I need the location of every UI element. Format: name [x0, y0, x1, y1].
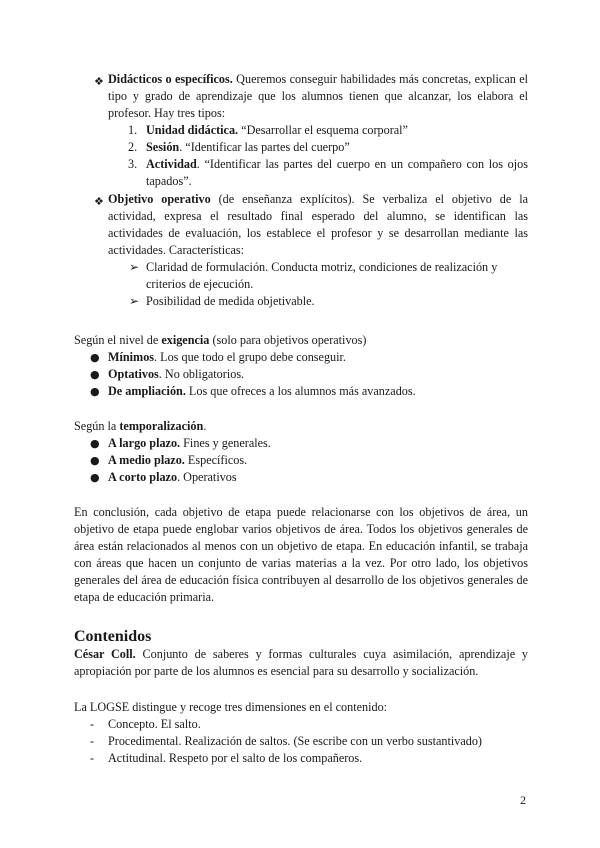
list-item: [74, 156, 528, 190]
page-number: 2: [520, 793, 526, 807]
intro-bold: temporalización: [119, 419, 204, 433]
dot-bullet-icon: ●: [90, 351, 100, 364]
diamond-bullet-icon: ❖: [94, 195, 104, 208]
logse-section: [74, 699, 528, 767]
conclusion-paragraph: En conclusión, cada objetivo de etapa puede relacionarse con los objetivos de área, un objetivo de etapa puede englobar varios objetivos de área. Todos los objetivos generales de área están relacionados al menos con un objetivo de etapa. En educación infantil, se trabaja con áreas que hacen un conjunto de varias materias a la vez. Por otro lado, los objetivos generales del área de educación física contribuyen al desarrollo de los objetivos generales de etapa de educación primaria.: [74, 505, 528, 604]
dash-bullet: -: [90, 717, 95, 731]
item-text: Claridad de formulación. Conducta motriz, condiciones de realización y criterios de ejecución.: [146, 260, 498, 291]
intro-text: .: [203, 419, 207, 433]
temporalizacion-section: [74, 418, 528, 486]
item-label: A medio plazo.: [108, 453, 185, 467]
item-text: Actitudinal. Respeto por el salto de los compañeros.: [108, 751, 363, 765]
list-item: [74, 293, 528, 310]
item-label: Unidad didáctica.: [146, 123, 239, 137]
arrow-bullet-icon: ➢: [129, 294, 140, 308]
item-label: De ampliación.: [108, 384, 186, 398]
item-text: Fines y generales.: [180, 436, 271, 450]
item-label: Sesión: [146, 140, 180, 154]
didacticos-text: Queremos conseguir habilidades más concretas, explican el tipo y grado de aprendizaje que los alumnos tienen que alcanzar, los elabora el profesor. Hay tres tipos:: [108, 72, 528, 120]
item-label: Mínimos: [108, 350, 155, 364]
item-label: Optativos: [108, 367, 159, 381]
list-item: [74, 452, 528, 469]
didacticos-paragraph: [74, 71, 528, 122]
item-text: . Los que todo el grupo debe conseguir.: [154, 350, 346, 364]
item-number: 1.: [128, 123, 138, 137]
list-item: [74, 750, 528, 767]
intro-text: Según el nivel de: [74, 333, 162, 347]
list-item: [74, 716, 528, 733]
diamond-bullet-icon: ❖: [94, 75, 104, 88]
dot-bullet-icon: ●: [90, 471, 100, 484]
item-text: Concepto. El salto.: [108, 717, 201, 731]
contenidos-definition: [74, 646, 528, 680]
didacticos-section: [74, 71, 528, 190]
list-item: [74, 383, 528, 400]
item-text: “Desarrollar el esquema corporal”: [238, 123, 408, 137]
item-text: . “Identificar las partes del cuerpo en un compañero con los ojos tapados”.: [146, 157, 528, 188]
didacticos-title: Didácticos o específicos.: [108, 72, 233, 86]
item-text: . No obligatorios.: [158, 367, 245, 381]
item-text: Los que ofreces a los alumnos más avanzados.: [185, 384, 416, 398]
operativo-paragraph: [74, 191, 528, 259]
dot-bullet-icon: ●: [90, 437, 100, 450]
definition-text: Conjunto de saberes y formas culturales cuya asimilación, aprendizaje y apropiación por parte de los alumnos es esencial para su desarrollo y socialización.: [74, 647, 529, 678]
operativo-section: [74, 191, 528, 310]
dot-bullet-icon: ●: [90, 368, 100, 381]
intro-text: Según la: [74, 419, 120, 433]
list-item: [74, 733, 528, 750]
intro-bold: exigencia: [161, 333, 210, 347]
author-name: César Coll.: [74, 647, 136, 661]
item-number: 3.: [128, 157, 138, 171]
operativo-title: Objetivo operativo: [108, 192, 211, 206]
dash-bullet: -: [90, 734, 95, 748]
logse-intro: La LOGSE distingue y recoge tres dimensiones en el contenido:: [74, 700, 388, 714]
item-number: 2.: [128, 140, 138, 154]
list-item: [74, 435, 528, 452]
list-item: [74, 122, 528, 139]
dot-bullet-icon: ●: [90, 454, 100, 467]
list-item: [74, 259, 528, 293]
item-label: Actividad: [146, 157, 197, 171]
exigencia-section: [74, 332, 528, 400]
temporalizacion-intro: [74, 418, 528, 435]
item-text: Específicos.: [184, 453, 248, 467]
operativo-text: (de enseñanza explícitos). Se verbaliza el objetivo de la actividad, expresa el resultado final esperado del alumno, se identifican las actividades de evaluación, los establece el profesor y se desarrollan mediante las actividades. Características:: [108, 192, 528, 257]
arrow-bullet-icon: ➢: [129, 260, 140, 274]
dash-bullet: -: [90, 751, 95, 765]
item-text: Posibilidad de medida objetivable.: [146, 294, 315, 308]
item-label: A largo plazo.: [108, 436, 181, 450]
item-text: Procedimental. Realización de saltos. (Se escribe con un verbo sustantivado): [108, 734, 482, 748]
item-text: . Operativos: [177, 470, 237, 484]
list-item: [74, 349, 528, 366]
dot-bullet-icon: ●: [90, 385, 100, 398]
item-label: A corto plazo: [108, 470, 178, 484]
list-item: [74, 469, 528, 486]
intro-text: (solo para objetivos operativos): [209, 333, 367, 347]
item-text: . “Identificar las partes del cuerpo”: [179, 140, 350, 154]
list-item: [74, 366, 528, 383]
contenidos-heading: Contenidos: [74, 628, 152, 645]
list-item: [74, 139, 528, 156]
exigencia-intro: [74, 332, 528, 349]
